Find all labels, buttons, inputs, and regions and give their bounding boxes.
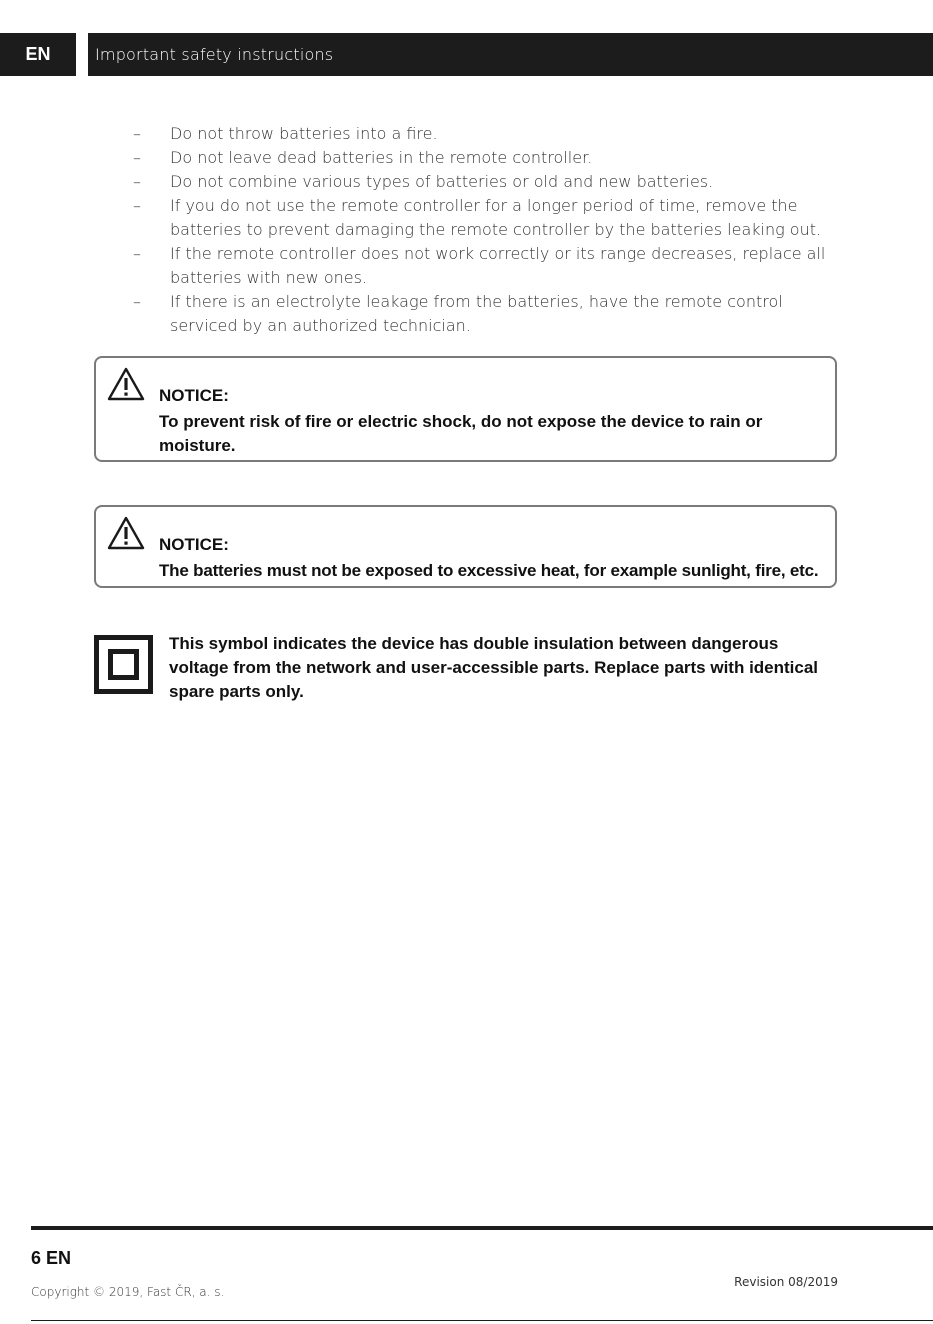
list-item: [133, 170, 843, 194]
list-dash: –: [133, 244, 141, 263]
list-dash: –: [133, 292, 141, 311]
list-item-text: If you do not use the remote controller for a longer period of time, remove the batteries to prevent damaging the remote controller by the batteries leaking out.: [170, 196, 822, 239]
list-item-text: Do not leave dead batteries in the remote controller.: [170, 148, 593, 167]
list-item: [133, 194, 843, 242]
notice-body: To prevent risk of fire or electric shock, do not expose the device to rain or moisture.: [159, 412, 763, 455]
list-item: [133, 146, 843, 170]
list-dash: –: [133, 124, 141, 143]
warning-triangle-icon: [106, 366, 146, 402]
warning-triangle-icon: [106, 515, 146, 551]
notice-body: The batteries must not be exposed to excessive heat, for example sunlight, fire, etc.: [159, 561, 819, 580]
notice-box-rain: [94, 356, 837, 462]
footer-divider: [31, 1226, 933, 1230]
notice-title: NOTICE:: [159, 386, 229, 405]
copyright-text: Copyright © 2019, Fast ČR, a. s.: [31, 1285, 225, 1299]
language-tag: EN: [0, 33, 76, 76]
list-item: [133, 242, 843, 290]
section-title: Important safety instructions: [95, 45, 334, 64]
list-item-text: Do not combine various types of batteries or old and new batteries.: [170, 172, 714, 191]
list-dash: –: [133, 196, 141, 215]
list-item: [133, 122, 843, 146]
page-number: 6 EN: [31, 1248, 72, 1268]
notice-title: NOTICE:: [159, 535, 229, 554]
list-dash: –: [133, 148, 141, 167]
double-insulation-text: This symbol indicates the device has double insulation between dangerous voltage from the network and user-accessible parts. Replace parts with identical spare parts only.: [169, 634, 819, 701]
battery-safety-list: [133, 122, 843, 338]
list-dash: –: [133, 172, 141, 191]
list-item-text: If there is an electrolyte leakage from the batteries, have the remote control serviced by an authorized technician.: [170, 292, 783, 335]
list-item: [133, 290, 843, 338]
list-item-text: Do not throw batteries into a fire.: [170, 124, 438, 143]
bottom-divider: [31, 1320, 933, 1321]
section-header: [88, 33, 933, 76]
notice-box-heat: [94, 505, 837, 588]
double-insulation-icon: [94, 635, 153, 694]
revision-text: Revision 08/2019: [734, 1275, 838, 1289]
list-item-text: If the remote controller does not work correctly or its range decreases, replace all batteries with new ones.: [170, 244, 826, 287]
